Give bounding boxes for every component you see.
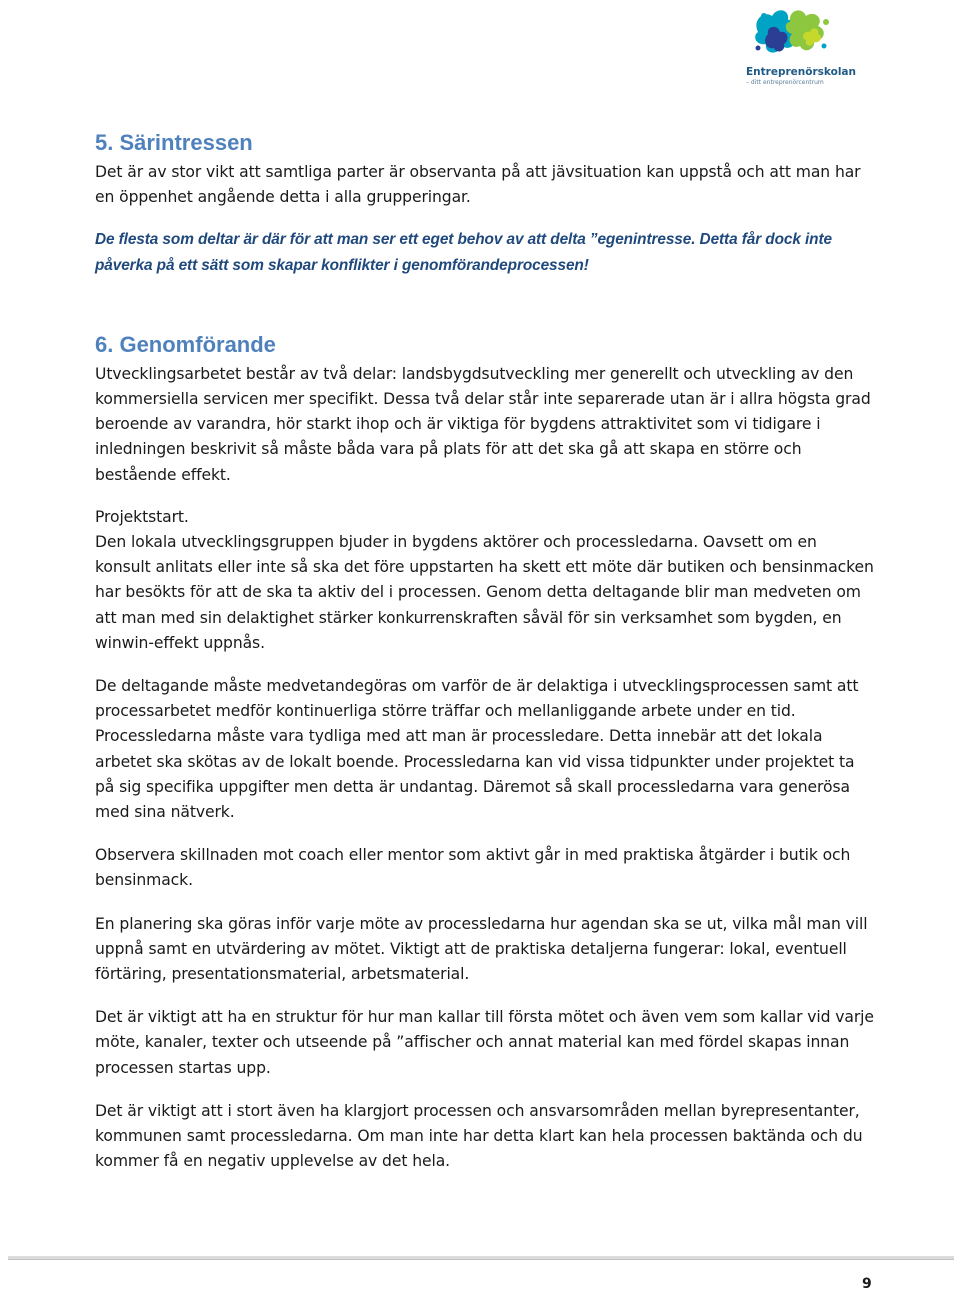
logo-wordmark: Entreprenörskolan: [746, 66, 856, 78]
paragraph: Utvecklingsarbetet består av två delar: landsbygdsutveckling mer generellt och utveckling av den kommersiella servicen mer specifikt. Dessa två delar står inte separerade utan är i allra högsta grad beroende av varandra, hör starkt ihop och är viktiga för bygdens attraktivitet som vi tidigare i inledningen beskrivit så måste båda vara på plats för att det ska gå att skapa en större och bestående effekt.: [95, 364, 871, 484]
logo-tagline: – ditt entreprenörcentrum: [746, 79, 824, 86]
emphasis-paragraph: De flesta som deltar är där för att man ser ett eget behov av att delta ”egenintresse. Detta får dock inte påverka på ett sätt som skapar konflikter i genomförandeprocessen!: [95, 231, 832, 274]
paragraph: Det är viktigt att i stort även ha klargjort processen och ansvarsområden mellan byrepresentanter, kommunen samt processledarna. Om man inte har detta klart kan hela processen baktända och du kommer få en negativ upplevelse av det hela.: [95, 1101, 863, 1171]
paragraph: De deltagande måste medvetandegöras om varför de är delaktiga i utvecklingsprocessen samt att processarbetet medför kontinuerliga större träffar och mellanliggande arbete under en tid. Processledarna måste vara tydliga med att man är processledare. Detta innebär att det lokala arbetet ska skötas av de lokalt boende. Processledarna kan vid vissa tidpunkter under projektet ta på sig specifika uppgifter men detta är undantag. Däremot så skall processledarna vara generösa med sina nätverk.: [95, 677, 859, 822]
paragraph: En planering ska göras inför varje möte av processledarna hur agendan ska se ut, vilka mål man vill uppnå samt en utvärdering av mötet. Viktigt att de praktiska detaljerna fungerar: lokal, eventuell förtäring, presentationsmaterial, arbetsmaterial.: [95, 914, 868, 984]
section-heading: 6. Genomförande: [95, 331, 276, 357]
paragraph: Det är av stor vikt att samtliga parter är observanta på att jävsituation kan uppstå och att man har en öppenhet angående detta i alla grupperingar.: [95, 163, 861, 207]
paragraph: Det är viktigt att ha en struktur för hur man kallar till första mötet och även vem som kallar vid varje möte, kanaler, texter och utseende på ”affischer och annat material kan med fördel skapas innan processen startas upp.: [95, 1008, 874, 1077]
page-number: 9: [862, 1276, 872, 1292]
document-body: [95, 126, 875, 1175]
paragraph: Observera skillnaden mot coach eller mentor som aktivt går in med praktiska åtgärder i butik och bensinmack.: [95, 846, 851, 890]
section-heading: 5. Särintressen: [95, 130, 253, 155]
footer-divider: [8, 1256, 954, 1260]
subheading: Projektstart.: [95, 507, 189, 526]
entreprenorskolan-logo: [738, 2, 856, 90]
logo-splash-icon: [738, 2, 848, 68]
paragraph: Den lokala utvecklingsgruppen bjuder in bygdens aktörer och processledarna. Oavsett om en konsult anlitats eller inte så ska det före uppstarten ha skett ett möte där butiken och bensinmacken har besökts för att de ska ta aktiv del i processen. Genom detta deltagande blir man medveten om att man med sin delaktighet stärker konkurrenskraften såväl för sin verksamhet som bygden, en winwin-effekt uppnås.: [95, 533, 874, 652]
